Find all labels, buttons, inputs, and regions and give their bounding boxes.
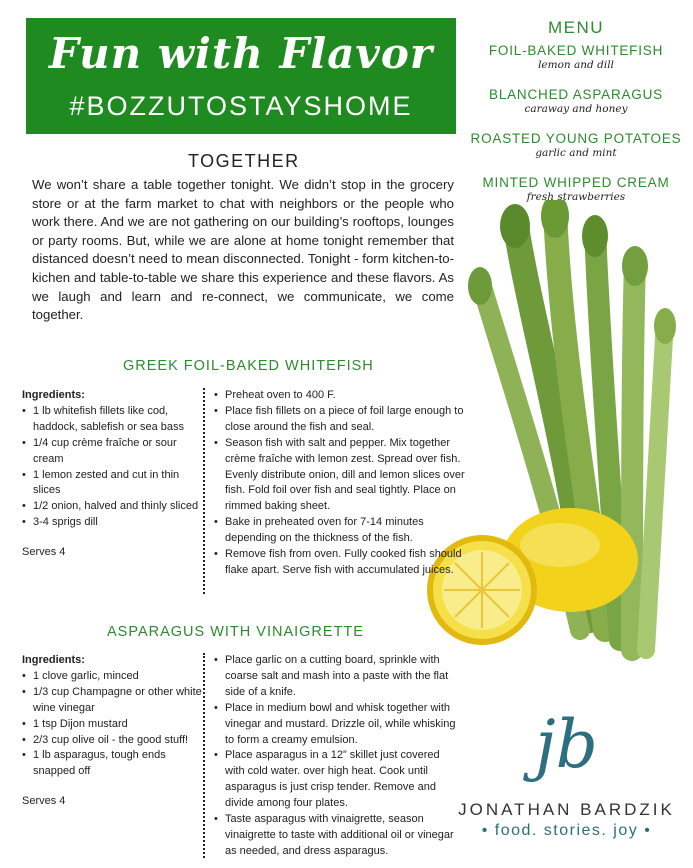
menu-item-name: FOIL-BAKED WHITEFISH [488,43,664,58]
logo-tagline: • food. stories. joy • [481,822,652,839]
ingredients-label: Ingredients: [22,389,85,401]
menu-item-name: MINTED WHIPPED CREAM [482,175,670,190]
list-item: • Bake in preheated oven for 7-14 minutes depending on the thickness of the fish. [214,515,468,547]
menu-title: MENU [547,18,605,37]
together-paragraph: We won’t share a table together tonight. We didn’t stop in the grocery store or at the farm market to chat with neighbors or the people who work there. And we are not gathering on our building’s rooftops, lounges or party rooms. But, while we are alone at home tonight remember that distanced doesn’t need to mean disconnected. Tonight - form kitchen-to-kichen and table-to-table we share this experience and these flavors. As we laugh and learn and re-connect, we communicate, we come together. [32,177,454,323]
list-item: • Place in medium bowl and whisk together with vinegar and mustard. Drizzle oil, while whisking to form a creamy emulsion. [214,701,462,749]
list-item: • 1 lb asparagus, tough ends snapped off [22,748,204,780]
menu-item [463,130,689,160]
list-item: • Place fish fillets on a piece of foil large enough to close around the fish and seal. [214,404,468,436]
list-item: • 1 lb whitefish fillets like cod, haddock, sablefish or sea bass [22,404,204,436]
list-item: • Place garlic on a cutting board, sprinkle with coarse salt and mash into a paste with the flat side of a knife. [214,653,462,701]
banner-hashtag: #BOZZUTOSTAYSHOME [69,91,413,121]
column-divider [203,388,205,594]
menu-item-name: BLANCHED ASPARAGUS [489,87,663,102]
menu-item-sub: garlic and mint [535,147,617,159]
logo-name: JONATHAN BARDZIK [458,800,675,819]
list-item: • 2/3 cup olive oil - the good stuff! [22,733,204,749]
list-item: • Preheat oven to 400 F. [214,388,468,404]
list-item: • Taste asparagus with vinaigrette, season vinaigrette to taste with additional oil or vinegar as needed, and dress asparagus. [214,812,462,860]
menu-item-sub: caraway and honey [524,103,628,115]
list-item: • Remove fish from oven. Fully cooked fish should flake apart. Serve fish with accumulated juices. [214,547,468,579]
column-divider [203,653,205,858]
list-item: • 1/4 cup crème fraîche or sour cream [22,436,204,468]
logo-monogram: jb [535,706,598,783]
brand-logo [440,700,693,840]
recipe-title-asparagus: ASPARAGUS WITH VINAIGRETTE [107,624,364,640]
list-item: • Place asparagus in a 12” skillet just covered with cold water. over high heat. Cook until asparagus is just crisp tender. Remove and divide among four plates. [214,748,462,812]
list-item: • 1 lemon zested and cut in thin slices [22,468,204,500]
steps-asparagus [214,653,462,860]
recipe-title-whitefish: GREEK FOIL-BAKED WHITEFISH [123,358,374,374]
title-banner [26,18,456,134]
ingredients-whitefish [22,388,204,561]
list-item: • 3-4 sprigs dill [22,515,204,531]
menu-item-sub: lemon and dill [538,59,614,71]
list-item: • 1 clove garlic, minced [22,669,204,685]
banner-title: Fun with Flavor [49,29,433,78]
menu-item-name: ROASTED YOUNG POTATOES [470,131,682,146]
list-item: • Season fish with salt and pepper. Mix together crème fraîche with lemon zest. Spread over fish. Evenly distribute onion, dill and lemon slices over fish. Fold foil over fish and seal tightly. Place on rimmed baking sheet. [214,436,468,516]
serves-text: Serves 4 [22,546,66,559]
list-item: • 1 tsp Dijon mustard [22,717,204,733]
menu-item-sub: fresh strawberries [526,191,626,203]
steps-whitefish [214,388,468,579]
serves-text: Serves 4 [22,795,66,808]
ingredients-label: Ingredients: [22,654,85,666]
menu-item [463,86,689,116]
ingredients-asparagus [22,653,204,810]
menu-panel [463,18,689,218]
menu-item [463,42,689,72]
list-item: • 1/3 cup Champagne or other white wine vinegar [22,685,204,717]
list-item: • 1/2 onion, halved and thinly sliced [22,499,204,515]
together-heading: TOGETHER [188,151,300,171]
